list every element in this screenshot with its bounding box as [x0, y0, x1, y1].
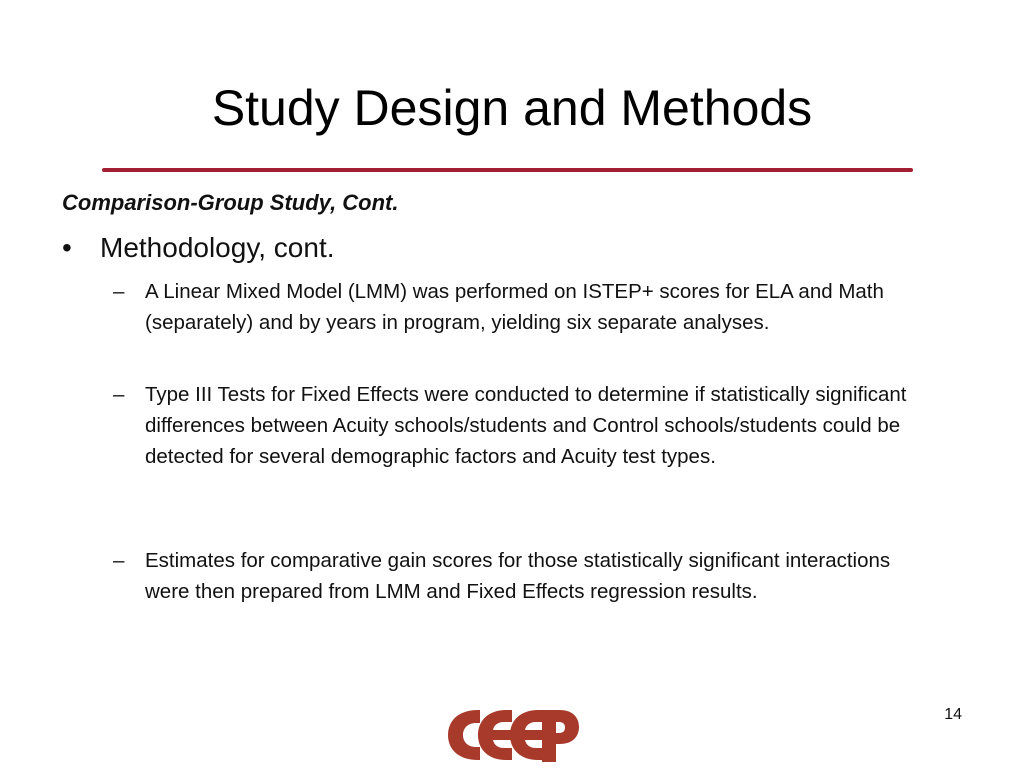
sub-bullet-text: Estimates for comparative gain scores for those statistically significant interactions were then prepared from LMM and Fixed Effects regression results. [145, 549, 891, 603]
main-bullet [62, 230, 335, 266]
ceep-logo [444, 704, 582, 766]
page-number: 14 [944, 706, 962, 723]
sub-bullet-2 [113, 379, 933, 472]
sub-bullet-marker: – [113, 383, 125, 406]
slide-subtitle: Comparison-Group Study, Cont. [62, 190, 399, 215]
bullet-marker: • [62, 232, 72, 263]
sub-bullet-marker: – [113, 280, 125, 303]
sub-bullet-text: A Linear Mixed Model (LMM) was performed on ISTEP+ scores for ELA and Math (separately) and by years in program, yielding six separate analyses. [145, 280, 884, 334]
sub-bullet-1 [113, 276, 933, 338]
main-bullet-text: Methodology, cont. [100, 232, 335, 263]
sub-bullet-text: Type III Tests for Fixed Effects were conducted to determine if statistically significant differences between Acuity schools/students and Control schools/students could be detected for several demographic factors and Acuity test types. [145, 383, 907, 468]
slide-title: Study Design and Methods [211, 80, 813, 136]
sub-bullet-marker: – [113, 549, 125, 572]
sub-bullet-3 [113, 545, 933, 607]
title-underline [102, 168, 913, 172]
